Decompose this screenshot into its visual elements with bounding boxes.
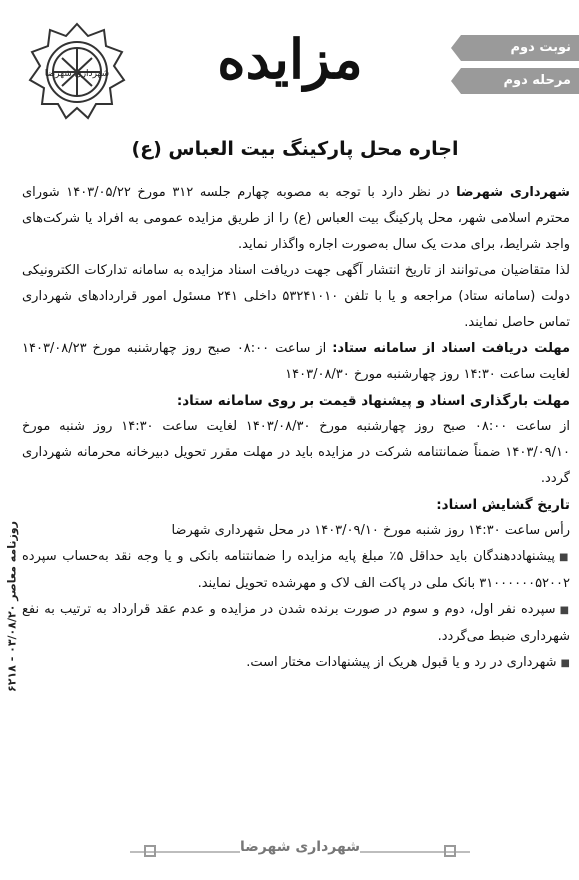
- document-deadline-paragraph: [22, 336, 570, 388]
- footer-signature: [130, 836, 470, 868]
- municipality-seal-icon: [22, 18, 132, 128]
- footer-square-left-icon: [144, 845, 156, 857]
- badge-first-round: نوبت دوم: [461, 35, 579, 61]
- contact-paragraph: لذا متقاضیان می‌توانند از تاریخ انتشار آگهی جهت دریافت اسناد مزایده به سامانه تدارکات الکترونیکی دولت (سامانه ستاد) مراجعه و یا با تلفن ۵۳۲۴۱۰۱۰ داخلی ۲۴۱ مسئول امور قراردادهای شهرداری تماس حاصل نمایند.: [22, 263, 570, 330]
- side-tag-text: روزنامه معاصر ۰۳/۰۸/۲۰ - ۶۲۱۸: [5, 521, 19, 692]
- footer-signature-text: شهرداری شهرضا: [240, 839, 360, 855]
- page-title: مزایده: [217, 27, 363, 91]
- notice-subtitle: اجاره محل پارکینگ بیت العباس (ع): [131, 138, 459, 160]
- newspaper-side-tag: [2, 450, 20, 770]
- footer-square-right-icon: [444, 845, 456, 857]
- issuer-name: شهرداری شهرضا: [456, 185, 570, 200]
- opening-date-heading: تاریخ گشایش اسناد:: [436, 497, 570, 513]
- opening-date-text: رأس ساعت ۱۴:۳۰ روز شنبه مورخ ۱۴۰۳/۰۹/۱۰ در محل شهرداری شهرضا: [171, 523, 570, 538]
- document-deadline-text: از ساعت ۰۸:۰۰ صبح روز چهارشنبه مورخ ۱۴۰۳/۰۸/۲۳ لغایت ساعت ۱۴:۳۰ روز چهارشنبه مورخ ۱۴۰۳/۰۸/۳۰: [22, 341, 570, 382]
- intro-paragraph: [22, 180, 570, 258]
- bullet-rights: ■ شهرداری در رد و یا قبول هریک از پیشنهادات مختار است.: [22, 650, 570, 677]
- badge-second-stage: مرحله دوم: [461, 68, 579, 94]
- document-deadline-heading: مهلت دریافت اسناد از سامانه ستاد:: [332, 341, 571, 356]
- notice-body: [22, 180, 570, 677]
- bullet-guarantee: ■ پیشنهاددهندگان باید حداقل ۵٪ مبلغ پایه مزایده را ضمانتنامه بانکی و یا وجه نقد به‌حساب سپرده ۳۱۰۰۰۰۰۰۵۲۰۰۲ بانک ملی در پاکت الف لاک و مهرشده تحویل نمایند.: [22, 544, 570, 597]
- intro-text: در نظر دارد با توجه به مصوبه چهارم جلسه ۳۱۲ مورخ ۱۴۰۳/۰۵/۲۲ شورای محترم اسلامی شهر، محل پارکینگ بیت العباس (ع) را از طریق مزایده عمومی به افراد یا شرکت‌های واجد شرایط، برای مدت یک سال به‌صورت اجاره واگذار نماید.: [22, 185, 570, 252]
- upload-deadline-heading: مهلت بارگذاری اسناد و پیشنهاد قیمت بر روی سامانه ستاد:: [176, 393, 570, 409]
- bullet-deposit: ■ سپرده نفر اول، دوم و سوم در صورت برنده شدن در مزایده و عدم عقد قرارداد به ترتیب به نفع شهرداری ضبط می‌گردد.: [22, 597, 570, 650]
- upload-deadline-text: از ساعت ۰۸:۰۰ صبح روز چهارشنبه مورخ ۱۴۰۳/۰۸/۳۰ لغایت ساعت ۱۴:۳۰ روز شنبه مورخ ۱۴۰۳/۰۹/۱۰ ضمناً ضمانتنامه شرکت در مزایده باید در مهلت مقرر تحویل دبیرخانه محرمانه شهرداری گردد.: [22, 419, 571, 486]
- seal-text: شهرداری شهرضا: [44, 69, 110, 79]
